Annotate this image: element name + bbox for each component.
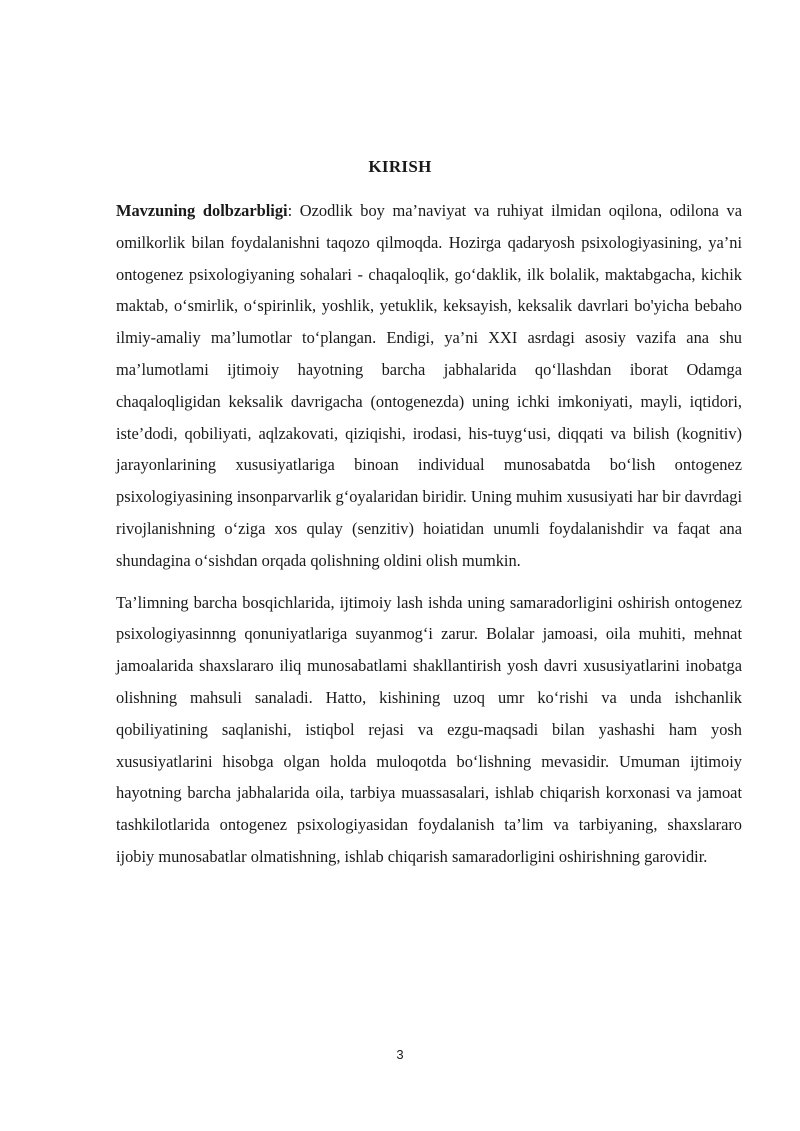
paragraph-education: Ta’limning barcha bosqichlarida, ijtimoiy lash ishda uning samaradorligini oshirish ontogenez psixologiyasinnng qonuniyatlariga suyanmog‘i zarur. Bolalar jamoasi, oila muhiti, mehnat jamoalarida shaxslararo iliq munosabatlami shakllantirish yosh davri xususiyatlarini inobatga olishning mahsuli sanaladi. Hatto, kishining uzoq umr ko‘rishi va unda ishchanlik qobiliyatining saqlanishi, istiqbol rejasi va ezgu-maqsadi bilan yashashi ham yosh xususiyatlarini hisobga olgan holda muloqotda bo‘lishning mevasidir. Umuman ijtimoiy hayotning barcha jabhalarida oila, tarbiya muassasalari, ishlab chiqarish korxonasi va jamoat tashkilotlarida ontogenez psixologiyasidan foydalanish ta’lim va tarbiyaning, shaxslararo ijobiy munosabatlar olmatishning, ishlab chiqarish samaradorligini oshirishning garovidir. [116, 592, 742, 866]
page-number: 3 [396, 1047, 404, 1062]
section-heading: KIRISH [368, 157, 432, 176]
body-text [116, 195, 742, 873]
paragraph-relevance [116, 195, 742, 577]
relevance-lead: Mavzuning dolbzarbligi [116, 201, 288, 220]
relevance-text: : Ozodlik boy ma’naviyat va ruhiyat ilmidan oqilona, odilona va omilkorlik bilan foydalanishni taqozo qilmoqda. Hozirga qadaryosh psixologiyasining, ya’ni ontogenez psixologiyaning sohalari - chaqaloqlik, go‘daklik, ilk bolalik, maktabgacha, kichik maktab, o‘smirlik, o‘spirinlik, yoshlik, yetuklik, keksayish, keksalik davrlari bo'yicha bebaho ilmiy-amaliy ma’lumotlar to‘plangan. Endigi, ya’ni XXI asrdagi asosiy vazifa ana shu ma’lumotlami ijtimoiy hayotning barcha jabhalarida qo‘llashdan iborat Odamga chaqaloqligidan keksalik davrigacha (ontogenezda) uning ichki imkoniyati, mayli, iqtidori, iste’dodi, qobiliyati, aqlzakovati, qiziqishi, irodasi, his-tuyg‘usi, diqqati va bilish (kognitiv) jarayonlarining xususiyatlariga binoan individual munosabatda bo‘lish ontogenez psixologiyasining insonparvarlik g‘oyalaridan biridir. Uning muhim xususiyati har bir davrdagi rivojlanishning o‘ziga xos qulay (senzitiv) hoiatidan unumli foydalanishdir va faqat ana shundagina o‘sishdan orqada qolishning oldini olish mumkin. [116, 201, 743, 570]
